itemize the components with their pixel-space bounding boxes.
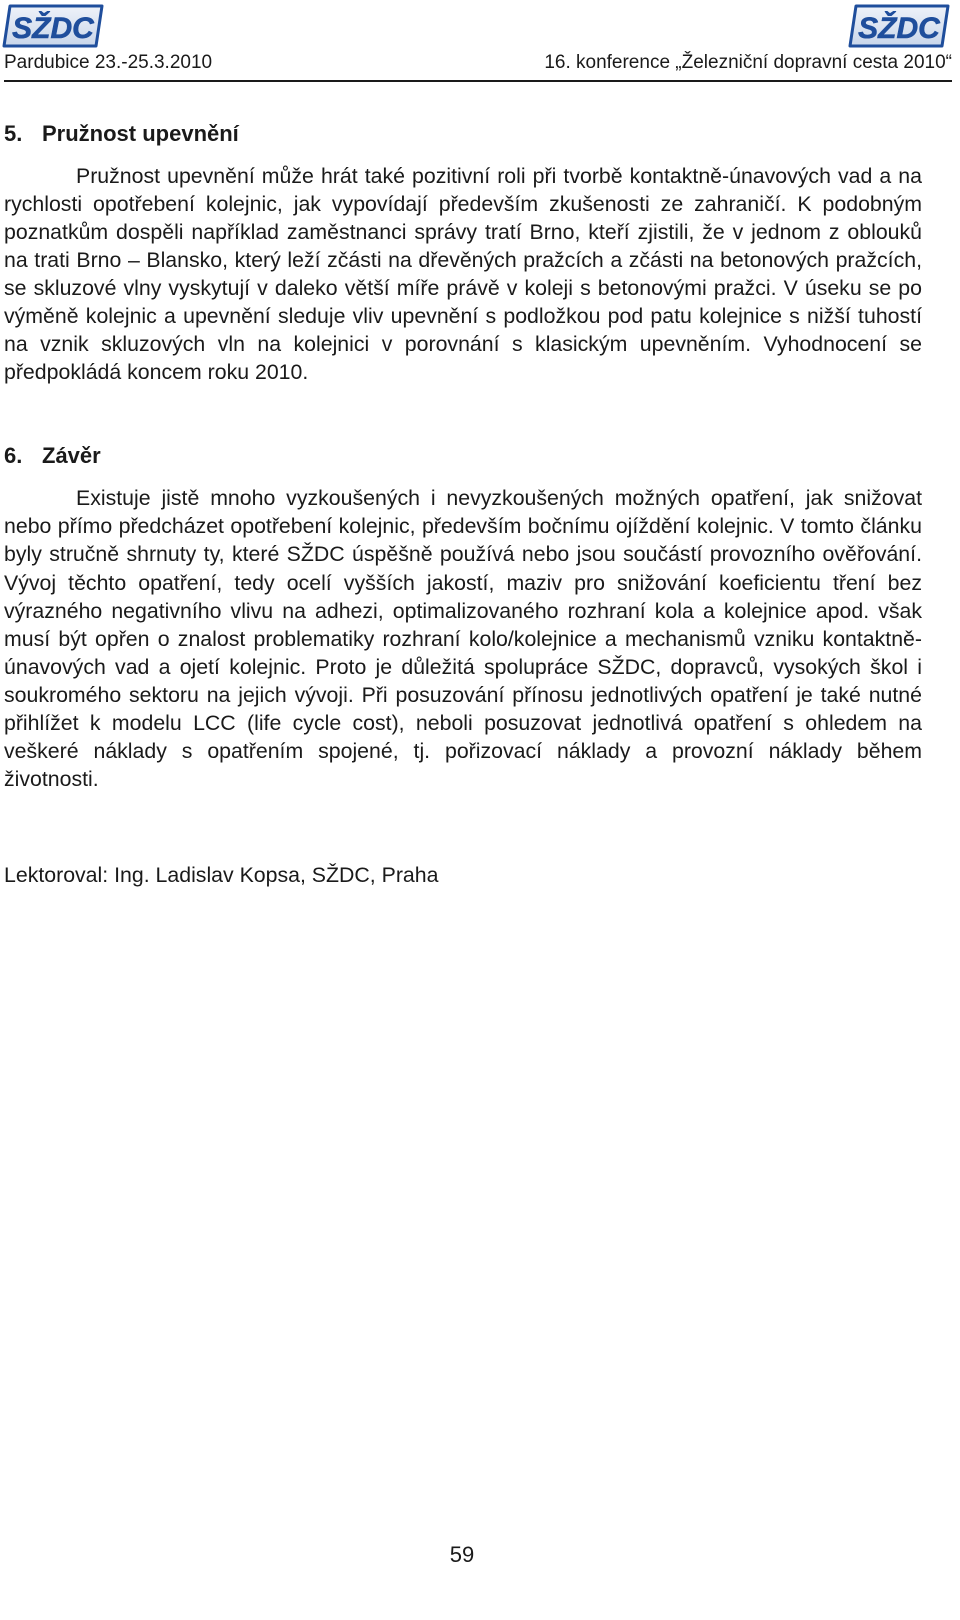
szdc-logo-icon: [2, 2, 106, 50]
header-event-location-date: Pardubice 23.-25.3.2010: [4, 52, 213, 73]
svg-text:SŽDC: SŽDC: [858, 12, 940, 45]
section-heading: [4, 442, 922, 470]
header-conference-title: 16. konference „Železniční dopravní cesta 2010“: [544, 52, 952, 73]
section-paragraph: Existuje jistě mnoho vyzkoušených i nevyzkoušených možných opatření, jak snižovat nebo přímo předcházet opotřebení kolejnic, především bočnímu ojíždění kolejnic. V tomto článku byly stručně shrnuty ty, které SŽDC úspěšně používá nebo jsou součástí provozního ověřování. Vývoj těchto opatření, tedy ocelí vyšších jakostí, maziv pro snižování koeficientu tření bez výrazného negativního vlivu na adhezi, optimalizovaného rozhraní kola a kolejnice apod. však musí být opřen o znalost problematiky rozhraní kolo/kolejnice a mechanismů vzniku kontaktně-únavových vad a ojetí kolejnic. Proto je důležitá spolupráce SŽDC, dopravců, vysokých škol i soukromého sektoru na jejich vývoji. Při posuzování přínosu jednotlivých opatření je také nutné přihlížet k modelu LCC (life cycle cost), neboli posuzovat jednotlivá opatření s ohledem na veškeré náklady s opatřením spojené, tj. pořizovací náklady a provozní náklady během životnosti.: [4, 486, 922, 791]
header-divider: [4, 80, 952, 82]
section-title: Pružnost upevnění: [42, 121, 239, 146]
szdc-logo-left: [2, 2, 106, 50]
szdc-logo-right: [848, 2, 952, 50]
section-heading: [4, 120, 922, 148]
svg-text:SŽDC: SŽDC: [12, 12, 94, 45]
document-body: [4, 120, 922, 889]
section-paragraph: Pružnost upevnění může hrát také pozitivní roli při tvorbě kontaktně-únavových vad a na rychlosti opotřebení kolejnic, jak vypovídají především zkušenosti ze zahraničí. K podobným poznatkům dospěli například zaměstnanci správy tratí Brno, kteří zjistili, že v jednom z oblouků na trati Brno – Blansko, který leží zčásti na dřevěných pražcích a zčásti na betonových pražcích, se skluzové vlny vyskytují v daleko větší míře právě v koleji s betonovými pražci. V úseku se po výměně kolejnic a upevnění sleduje vliv upevnění s podložkou pod patu kolejnice s nižší tuhostí na vznik skluzových vln na kolejnici v porovnání s klasickým upevněním. Vyhodnocení se předpokládá koncem roku 2010.: [4, 164, 922, 385]
section-number: 6.: [4, 443, 23, 469]
section-number: 5.: [4, 121, 23, 146]
szdc-logo-icon: [848, 2, 952, 50]
page-number: 59: [449, 1542, 475, 1567]
section-title: Závěr: [42, 443, 101, 469]
reviewer-credit: Lektoroval: Ing. Ladislav Kopsa, SŽDC, Praha: [4, 862, 439, 887]
